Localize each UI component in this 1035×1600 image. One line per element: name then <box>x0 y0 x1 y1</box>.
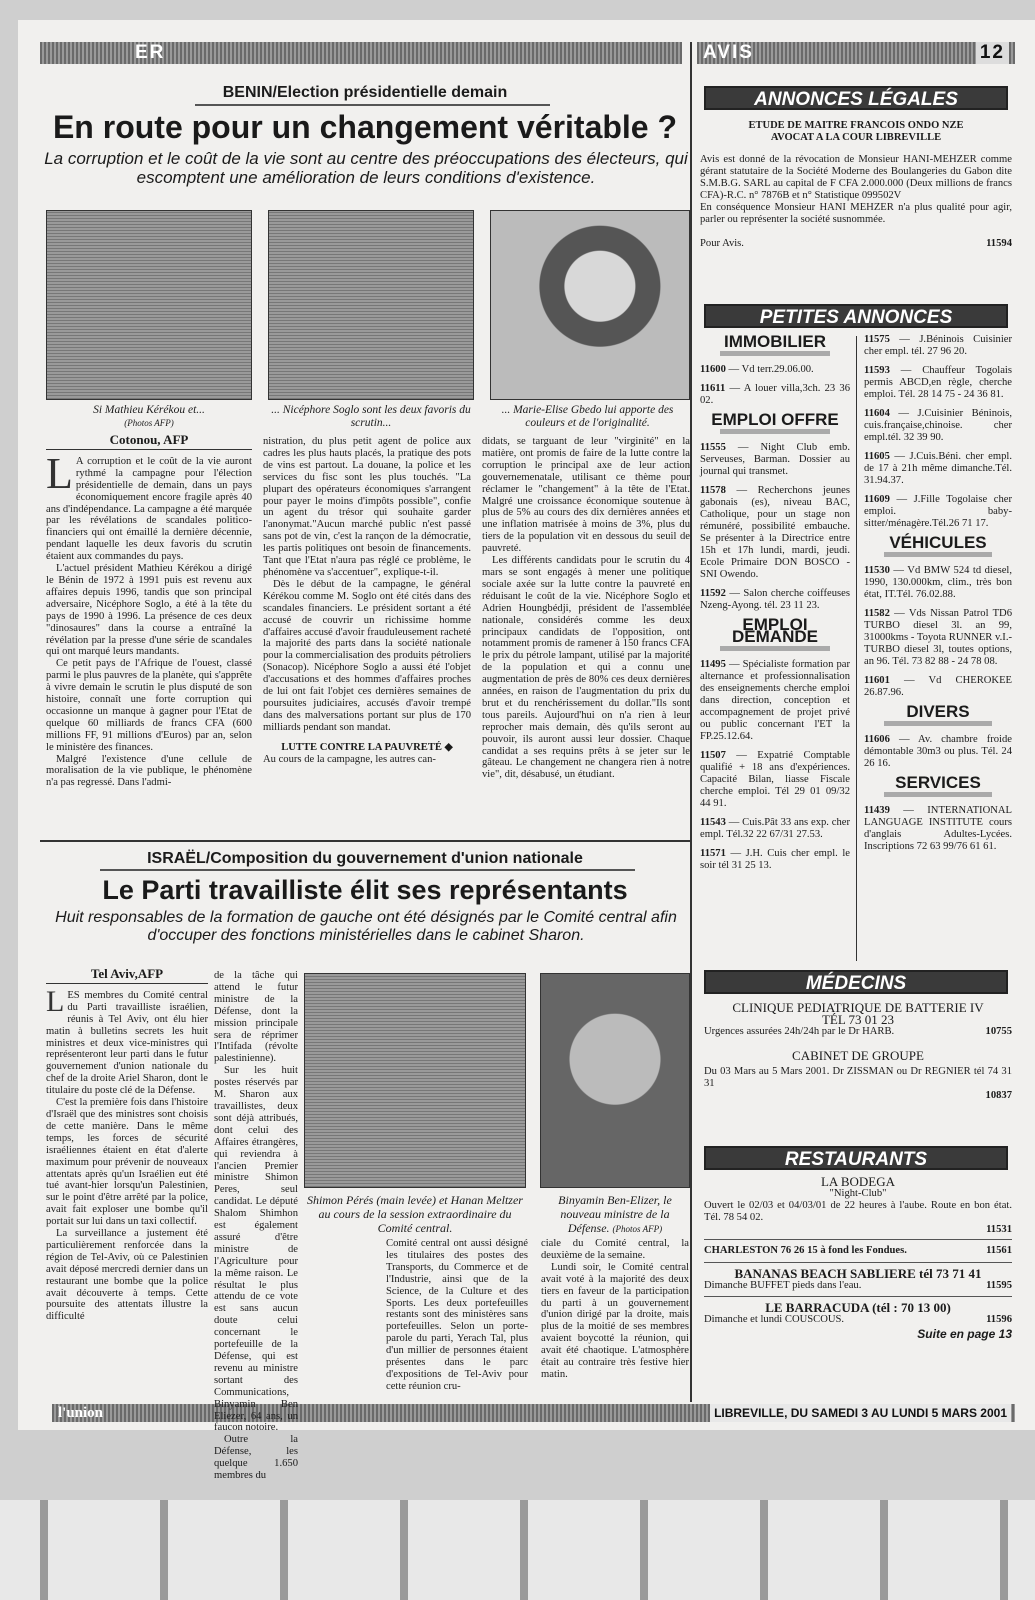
ad-number: 11582 <box>864 608 890 619</box>
medecins-banner: MÉDECINS <box>704 970 1008 994</box>
ad-text: Recherchons jeunes gabonais (es), niveau BAC, Catholique, pour un stage non rémunéré, possibilité embauche. Se présenter à la Directrice entre 15h et 17h lundi, mardi, jeudi. Ecole Primaire DON BOSCO -SNI Owendo. <box>700 485 850 580</box>
classified-section-title: EMPLOI DEMANDE <box>732 615 818 646</box>
classifieds-right <box>864 334 1012 860</box>
separator: — <box>725 383 744 394</box>
paragraph: Comité central ont aussi désigné les titulaires des postes des Transports, du Commerce et de l'Industrie, ainsi que de la Science, de la Culture et des Sports. Les deux portefeuilles restants sont des ministères sans portefeuilles. Selon un porte-parole du parti, Yerach Tal, plus d'un millier de personnes étaient présentes dans le parc d'expositions de Tel-Aviv pour cette réunion cru- <box>386 1238 528 1392</box>
paragraph: ciale du Comité central, la deuxième de la semaine. <box>541 1238 689 1261</box>
benin-kicker: BENIN/Election présidentielle demain <box>222 84 508 101</box>
israel-dateline: Tel Aviv,AFP <box>46 968 208 984</box>
classified-ad <box>864 451 1012 487</box>
benin-column-3 <box>482 436 690 781</box>
classified-ad <box>700 383 850 407</box>
classified-ad <box>864 608 1012 668</box>
separator: — <box>725 364 742 375</box>
benin-headline: En route pour un changement véritable ? <box>52 109 678 145</box>
ad-text: Vd CHEROKEE 26.87.96. <box>864 675 1013 698</box>
legal-ref: 11594 <box>986 238 1012 249</box>
ad-number: 11609 <box>864 494 890 505</box>
drop-cap: L <box>46 448 73 498</box>
restaurant-listings <box>704 1176 1012 1340</box>
benin-dateline: Cotonou, AFP <box>46 434 252 450</box>
cabinet-text: Du 03 Mars au 5 Mars 2001. Dr ZISSMAN ou Dr REGNIER tél 74 31 31 <box>704 1066 1012 1089</box>
legal-notice <box>700 120 1012 250</box>
caption-soglo: ... Nicéphore Soglo sont les deux favoris du scrutin... <box>271 404 471 429</box>
classified-ad <box>864 334 1012 358</box>
photo-peres-meltzer <box>304 973 526 1188</box>
ad-text: Expatrié Comptable qualifié + 18 ans d'expériences. Capacité Bilan, liasse Fiscale cherche emploi. Tél 29 01 09/32 44 91. <box>700 750 850 809</box>
paragraph: Ce petit pays de l'Afrique de l'ouest, classé parmi le plus pauvres de la planète, qui s'apprête à vivre demain le scrutin le plus disputé de son histoire, connaît une forte corruption qui occasionne un manque à gagner pour l'Etat de quelque 60 milliards de francs CFA (600 millions FF, 91 millions d'Euros) par an, selon le ministère des finances. <box>46 658 252 753</box>
separator: — <box>889 608 909 619</box>
ad-number: 11605 <box>864 451 890 462</box>
ad-number: 11606 <box>864 734 890 745</box>
separator: — <box>725 442 761 453</box>
scan-margin <box>0 1500 1035 1600</box>
ad-number: 11592 <box>700 588 726 599</box>
avis-header-bar <box>697 42 1015 64</box>
israel-kicker: ISRAËL/Composition du gouvernement d'union nationale <box>147 850 583 867</box>
ad-text: Vd BMW 524 td diesel, 1990, 130.000km, clim., très bon état, IT.Tél. 76.02.88. <box>864 565 1012 600</box>
cabinet-name: CABINET DE GROUPE <box>792 1048 924 1063</box>
caption-gbedo: ... Marie-Elise Gbedo lui apporte des couleurs et de l'originalité. <box>501 404 674 429</box>
paragraph: Outre la Défense, les quelque 1.650 membres du <box>214 1434 298 1482</box>
continued-label: Suite en page 13 <box>917 1327 1012 1341</box>
ad-number: 11593 <box>864 365 890 376</box>
article-divider <box>40 840 690 842</box>
ad-number: 11543 <box>700 817 726 828</box>
classified-ad <box>700 588 850 612</box>
classified-ad <box>864 408 1012 444</box>
classified-section-title: VÉHICULES <box>889 533 987 552</box>
separator: — <box>725 750 758 761</box>
classified-section-title: EMPLOI OFFRE <box>711 410 839 429</box>
ad-number: 11507 <box>700 750 726 761</box>
restaurant-name: BANANAS BEACH SABLIERE tél 73 71 41 <box>734 1266 982 1281</box>
paragraph: A corruption et le coût de la vie auront rythmé la campagne pour l'élection présidentielle de demain, dans un pays économiquement encore fragile après 40 ans d'indépendance. La campagne a été marquée par les révélations de scandales politico-financiers qui ont émaillé la dernière décennie, pendant laquelle les deux favoris du scrutin étaient aux commandes du pays. <box>46 455 252 563</box>
drop-cap: L <box>46 984 65 1018</box>
kicker-rule <box>195 104 550 106</box>
ad-number: 11575 <box>864 334 890 345</box>
photo-gbedo <box>490 210 690 400</box>
restaurant-name: LE BARRACUDA (tél : 70 13 00) <box>765 1300 951 1315</box>
restaurant-ref: 11595 <box>986 1280 1012 1291</box>
legal-text: Avis est donné de la révocation de Monsieur HANI-MEHZER comme gérant statutaire de la Société Moderne des Boulangeries du Gabon dite S.M.B.G. SARL au capital de F CFA 2.000.000 (Deux millions de francs CFA)-R.C. n° 7876B et n° Statistique 099502V <box>700 154 1012 201</box>
ad-number: 11555 <box>700 442 726 453</box>
separator: — <box>889 675 929 686</box>
separator: — <box>889 734 919 745</box>
photo-ben-eliezer <box>540 973 690 1188</box>
column-divider <box>856 336 857 961</box>
section-header-bar <box>40 42 682 64</box>
ad-number: 11439 <box>864 805 890 816</box>
classified-ad <box>700 848 850 872</box>
benin-column-1 <box>46 434 252 789</box>
section-rule <box>884 552 992 557</box>
restaurant-ref: 11596 <box>986 1314 1012 1325</box>
legal-subtitle: AVOCAT A LA COUR LIBREVILLE <box>770 132 942 143</box>
classified-ad <box>700 485 850 581</box>
israel-column-2 <box>214 970 298 1482</box>
classified-ad <box>864 494 1012 530</box>
ad-number: 11495 <box>700 659 726 670</box>
ad-text: Cuis.Pât 33 ans exp. cher empl. Tél.32 22 67/31 27.53. <box>700 817 850 840</box>
photo-credit: (Photos AFP) <box>612 1224 663 1234</box>
restaurant-ref: 11531 <box>986 1224 1012 1235</box>
clinic-ref: 10755 <box>985 1026 1012 1037</box>
separator: — <box>725 588 744 599</box>
ad-text: J.H. Cuis cher empl. le soir tél 31 25 13. <box>700 848 850 871</box>
ad-text: J.Cuis.Béni. cher empl. de 17 à 21h même dimanche.Tél. 31.94.37. <box>864 451 1012 486</box>
israel-column-1 <box>46 968 208 1323</box>
ad-text: Night Club emb. Serveuses, Barman. Dossier au journal qui transmet. <box>700 442 850 477</box>
israel-column-3 <box>386 1238 528 1393</box>
page-number: 12 <box>976 42 1009 64</box>
section-label: ER <box>135 42 166 63</box>
medecins-listings <box>704 1002 1012 1102</box>
paragraph: didats, se targuant de leur "virginité" en la matière, ont promis de faire de la lutte contre la corruption le principal axe de leur action gouvernemenatale, utilisant ce thème pour réclamer le "changement" à la tête de l'Etat. Malgré une croissance économique soutenue à plus de 5% au cours des dix dernières années et une inflation matrisée à moins de 3%, plus du tiers de la population vit en dessous du seuil de pauvreté. <box>482 436 690 555</box>
avis-label: AVIS <box>703 42 754 63</box>
classified-ad <box>700 364 850 376</box>
benin-subhead: LUTTE CONTRE LA PAUVRETÉ ◆ <box>281 741 453 753</box>
paragraph: ES membres du Comité central du Parti travailliste israélien, réunis à Tel Aviv, ont élu hier matin à bulletins secrets les huit ministres et deux vice-ministres qui représenteront leur parti dans le futur gouvernement d'union nationale du chef de la droite Ariel Sharon, dont le titulaire du poste clé de la Défense. <box>46 989 208 1097</box>
separator: — <box>725 659 743 670</box>
ad-text: A louer villa,3ch. 23 36 02. <box>700 383 850 406</box>
ad-text: J.Béninois Cuisinier cher empl. tél. 27 96 20. <box>864 334 1012 357</box>
separator: — <box>889 365 923 376</box>
annonces-legales-banner: ANNONCES LÉGALES <box>704 86 1008 110</box>
cabinet-ref: 10837 <box>985 1090 1012 1101</box>
benin-deck: La corruption et le coût de la vie sont au centre des préoccupations des électeurs, qui escomptent une amélioration de leurs conditions d'existence. <box>44 149 688 187</box>
section-rule <box>720 646 830 651</box>
clinic-phone: TÉL 73 01 23 <box>821 1012 895 1027</box>
benin-column-2 <box>263 436 471 765</box>
classified-section-title: DIVERS <box>906 702 970 721</box>
restaurant-text: Dimanche BUFFET pieds dans l'eau. <box>704 1280 862 1291</box>
paragraph: nistration, du plus petit agent de police aux cadres les plus hauts placés, la pratique des pots de vins est partout. La douane, la police et les services du fisc sont les plus touchés. "La plupart des opérateurs économiques s'arrangent pour payer le moins d'impôts possible", confie un agent du trésor qui souhaite garder l'anonymat."Aucun marché public n'est passé sans pot de vin, c'est la rançon de la démocratie, les partis politiques ont besoin de financements. Tant que l'Etat n'aura pas réglé ce problème, le phénomène va s'accentuer", explique-t-il. <box>263 436 471 578</box>
ad-number: 11601 <box>864 675 890 686</box>
ad-text: INTERNATIONAL LANGUAGE INSTITUTE cours d'anglais Adultes-Lycées. Inscriptions 72 63 99/76 61 61. <box>864 805 1012 852</box>
classified-ad <box>864 675 1012 699</box>
separator: — <box>889 334 920 345</box>
ad-text: Vds Nissan Patrol TD6 TURBO diesel 3l. an 99, 31000kms - Toyota RUNNER v.I.- TURBO diesel 3l, toutes options, an 96. Tél. 73 82 88 - 24 78 08. <box>864 608 1012 667</box>
photo-kerekou <box>46 210 252 400</box>
ad-text: Vd terr.29.06.00. <box>741 364 814 375</box>
separator: — <box>725 485 758 496</box>
masthead: l'union <box>58 1405 104 1421</box>
restaurant-name: LA BODEGA <box>820 1174 896 1189</box>
section-rule <box>884 721 992 726</box>
separator: — <box>889 451 910 462</box>
paragraph: Au cours de la campagne, les autres can- <box>263 753 436 765</box>
section-rule <box>720 351 830 356</box>
ad-text: Salon cherche coiffeuses Nzeng-Ayong. tél. 23 11 23. <box>700 588 850 611</box>
restaurant-text: Ouvert le 02/03 et 04/03/01 de 22 heures à l'aube. Route en bon état. Tél. 78 54 02. <box>704 1200 1012 1223</box>
classified-ad <box>864 565 1012 601</box>
ad-text: Chauffeur Togolais permis ABCD,en règle, cherche emploi. Tél. 28 14 75 - 24 36 81. <box>864 365 1012 400</box>
column-divider <box>690 42 692 1402</box>
paragraph: Malgré l'existence d'une cellule de moralisation de la vie publique, le phénomène n'a pas regressé. Dans l'admi- <box>46 753 252 789</box>
separator: — <box>889 494 914 505</box>
paragraph: C'est la première fois dans l'histoire d'Israël que des ministres sont choisis de cette manière. Dans le même temps, les forces de sécurité israéliennes étaient en état d'alerte maximum pour prévenir de nouveaux attentats après qu'un Israélien eut été tué avant-hier lorsqu'un Palestinien, sur le point d'être arrêté par la police, avait fait exploser une bombe qu'il portait sur lui dans un taxi collectif. <box>46 1097 208 1228</box>
classified-ad <box>864 805 1012 853</box>
ad-text: J.Fille Togolaise cher emploi. baby-sitter/ménagère.Tél.26 71 17. <box>864 494 1012 529</box>
footer-dateline: LIBREVILLE, DU SAMEDI 3 AU LUNDI 5 MARS 2001 <box>710 1404 1011 1422</box>
israel-headline: Le Parti travailliste élit ses représentants <box>102 875 628 905</box>
ad-number: 11604 <box>864 408 890 419</box>
classified-section-title: SERVICES <box>895 773 981 792</box>
paragraph: Sur les huit postes réservés par M. Sharon aux travaillistes, deux sont déjà attribués, dont celui des Affaires étrangères, qui reviendra à l'ancien Premier ministre Shimon Peres, seul candidat. Le député Shalom Shimhon est également assuré d'être ministre de l'Agriculture pour la même raison. Le résultat le plus attendu de ce vote est sans aucun doute celui concernant le portefeuille de la Défense, qui est revenu au ministre sortant des Communications, Binyamin Ben Eliezer, 64 ans, un faucon notoire. <box>214 1065 298 1434</box>
ad-number: 11571 <box>700 848 726 859</box>
caption-kerekou: Si Mathieu Kérékou et... (Photos AFP) <box>93 404 205 428</box>
ad-number: 11600 <box>700 364 726 375</box>
ad-number: 11611 <box>700 383 726 394</box>
classified-section-title: IMMOBILIER <box>724 332 826 351</box>
israel-column-4 <box>541 1238 689 1381</box>
photo-soglo <box>268 210 474 400</box>
separator: — <box>725 848 746 859</box>
clinic-text: Urgences assurées 24h/24h par le Dr HARB. <box>704 1026 895 1037</box>
ad-text: Spécialiste formation par alternance et professionnalisation des enseignements cherche emploi dans direction, conception et accompagnement de projet privé ou public concernant l'ET la FP.25.12.64. <box>700 659 850 742</box>
classified-ad <box>864 365 1012 401</box>
classified-ad <box>700 817 850 841</box>
paragraph: L'actuel président Mathieu Kérékou a dirigé le Bénin de 1972 à 1991 puis est revenu aux affaires depuis 1996, tandis que son principal adversaire, Nicéphore Soglo, a été à la tête du pays de 1990 à 1996. La présence de ces deux "dinosaures" dans la course a entraîné la révélation par la presse d'une série de scandales qui ont marqué leurs mandants. <box>46 563 252 658</box>
classified-ad <box>700 659 850 743</box>
restaurants-banner: RESTAURANTS <box>704 1146 1008 1170</box>
restaurant-text: Dimanche et lundi COUSCOUS. <box>704 1314 845 1325</box>
paragraph: Lundi soir, le Comité central avait voté à la majorité des deux tiers en faveur de la participation du parti à un gouvernement d'union dirigé par la droite, mais plus de la moitié de ses membres avaient boycotté la réunion, qui avait été chaotique. L'atmosphère était au contraire très festive hier matin. <box>541 1261 689 1380</box>
petites-annonces-banner: PETITES ANNONCES <box>704 304 1008 328</box>
legal-sign: Pour Avis. <box>700 238 744 249</box>
separator: — <box>889 565 908 576</box>
ad-text: Av. chambre froide démontable 30m3 ou plus. Tél. 24 26 16. <box>864 734 1012 769</box>
classified-ad <box>864 734 1012 770</box>
ad-number: 11530 <box>864 565 890 576</box>
kicker-rule <box>100 869 635 871</box>
separator: — <box>725 817 743 828</box>
paragraph: Les différents candidats pour le scrutin du 4 mars se sont engagés à mener une politique sociale axée sur la lutte contre la pauvreté en réduisant le coût de la vie. Nicéphore Soglo et Adrien Houngbédji, président de l'assemblée nationale, considérés comme les deux principaux candidats de l'opposition, ont notamment promis de ramener à 150 francs CFA le prix du pétrole lampant, utilisé par la majorité de la population et qui a connu une augmentation de près de 80% ces deux dernières années, en raison de l'augmentation du prix du brut et du renchérissement du dollar."Ils sont tous pareils. Aujourd'hui on n'a rien à leur reprocher mais demain, dès qu'ils seront au pouvoir, ils auront aussi leur dossier. Chaque candidat a ses requins prêts à se jeter sur le gâteau. Le changement ne changera rien à notre vie", dit, désabusé, un étudiant. <box>482 555 690 781</box>
classifieds-left <box>700 334 850 879</box>
paragraph: La surveillance a justement été particulièrement renforcée dans la région de Tel-Aviv, où ce Palestinien avait déposé mercredi dernier dans un restaurant une bombe que la police avait découverte à temps. Cette poursuite des attentats illustre la difficulté <box>46 1228 208 1323</box>
section-rule <box>720 429 830 434</box>
legal-title: ETUDE DE MAITRE FRANCOIS ONDO NZE <box>748 120 964 131</box>
classified-ad <box>700 750 850 810</box>
paragraph: Dès le début de la campagne, le général Kérékou comme M. Soglo ont été cités dans des scandales financiers. Le président sortant a été accusé de couvrir un richissime homme d'affaires accusé d'avoir frauduleusement racheté la majorité des parts dans la société nationale pour la commercialisation des produits pétroliers (Sonacop). Nicéphore Soglo a aussi été l'objet d'accusations et des hommes d'affaires proches de lui ont fait l'objet ces dernières semaines de poursuites judiciaires, accusés d'avoir trempé dans des malversations portant sur plus de 170 milliards pendant son mandat. <box>263 578 471 733</box>
caption-ben-eliezer: Binyamin Ben-Elizer, le nouveau ministre de la Défense. (Photos AFP) <box>558 1193 672 1235</box>
restaurant-subtitle: "Night-Club" <box>829 1188 887 1199</box>
ad-number: 11578 <box>700 485 726 496</box>
separator: — <box>889 408 918 419</box>
paragraph: de la tâche qui attend le futur ministre de la Défense, dont la mission principale sera de réprimer l'Intifada (révolte palestinienne). <box>214 970 298 1065</box>
classified-ad <box>700 442 850 478</box>
legal-text: En conséquence Monsieur HANI MEHZER n'a plus qualité pour agir, parler ou représenter la société susnommée. <box>700 202 1012 225</box>
section-rule <box>884 792 992 797</box>
caption-peres: Shimon Pérés (main levée) et Hanan Meltzer au cours de la session extraordinaire du Comité central. <box>307 1193 523 1235</box>
israel-deck: Huit responsables de la formation de gauche ont été désignés par le Comité central afin d'occuper des fonctions ministérielles dans le cabinet Sharon. <box>55 909 677 944</box>
photo-credit: (Photos AFP) <box>124 418 174 428</box>
restaurant-text: CHARLESTON 76 26 15 à fond les Fondues. <box>704 1245 907 1256</box>
restaurant-ref: 11561 <box>986 1245 1012 1256</box>
ad-text: J.Cuisinier Béninois, cuis.française,chinoise. cher empl.tél. 32 39 90. <box>864 408 1012 443</box>
clinic-name: CLINIQUE PEDIATRIQUE DE BATTERIE IV <box>732 1000 984 1015</box>
separator: — <box>889 805 928 816</box>
footer-bar <box>52 1404 1015 1422</box>
